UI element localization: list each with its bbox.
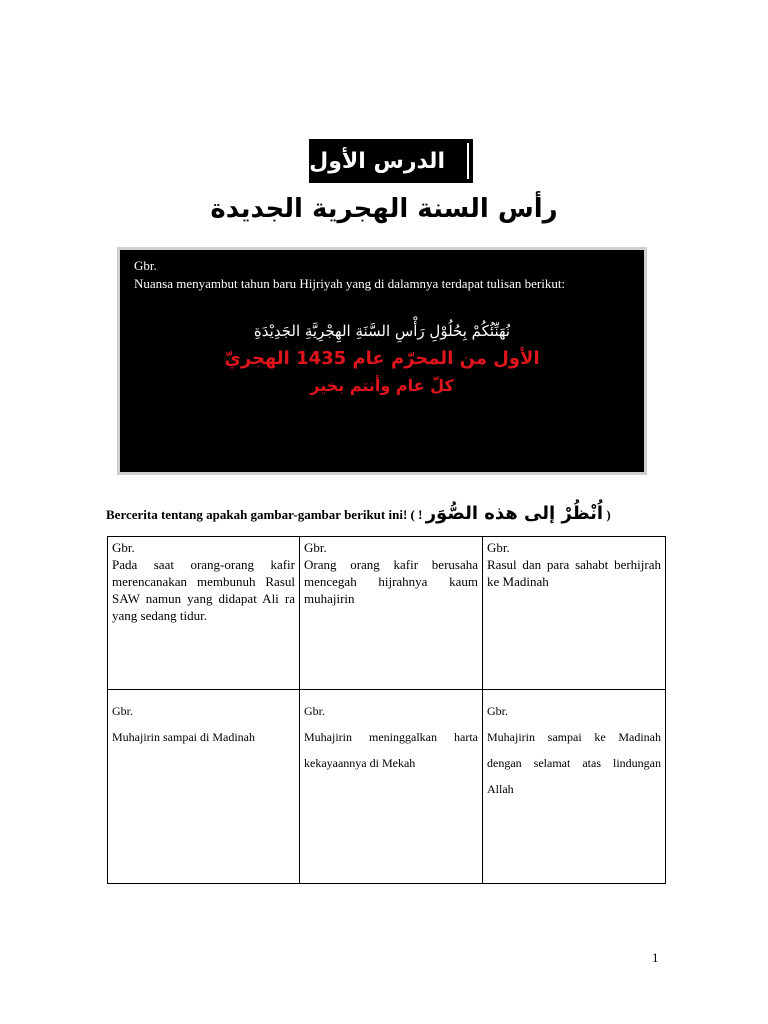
cell-text: Muhajirin sampai ke Madinah dengan selamat atas lindungan Allah <box>487 730 661 796</box>
lesson-heading: الدرس الأول <box>309 148 445 174</box>
page-title: رأس السنة الهجرية الجديدة <box>210 194 558 224</box>
table-cell <box>300 537 483 690</box>
cell-text: Pada saat orang-orang kafir merencanakan membunuh Rasul SAW namun yang didapat Ali ra yang sedang tidur. <box>112 557 295 623</box>
cell-text: Rasul dan para sahabt berhijrah ke Madinah <box>487 557 661 589</box>
instruction-arabic: اُنْظُرْ إلى هذه الصُّوَر <box>425 503 604 524</box>
cell-text: Muhajirin sampai di Madinah <box>112 730 255 744</box>
lesson-heading-box <box>309 139 473 183</box>
photo-caption <box>134 257 624 293</box>
pictures-table <box>107 536 666 884</box>
page-number: 1 <box>652 950 659 965</box>
table-cell <box>108 690 300 884</box>
photo-wish-line: كلّ عام وأنتم بخير <box>310 376 454 395</box>
cell-label: Gbr. <box>487 704 508 718</box>
cell-label: Gbr. <box>304 540 327 555</box>
photo-date-line: الأول من المحرّم عام 1435 الهجريّ <box>224 348 540 369</box>
table-cell <box>483 690 666 884</box>
instruction-text: Bercerita tentang apakah gambar-gambar berikut ini! ( ! <box>106 507 423 522</box>
table-row <box>108 690 666 884</box>
instruction <box>106 503 666 524</box>
table-cell <box>483 537 666 690</box>
cell-label: Gbr. <box>112 704 133 718</box>
cell-label: Gbr. <box>304 704 325 718</box>
cell-label: Gbr. <box>487 540 510 555</box>
table-cell <box>300 690 483 884</box>
table-row <box>108 537 666 690</box>
cell-label: Gbr. <box>112 540 135 555</box>
photo-caption-text: Nuansa menyambut tahun baru Hijriyah yang di dalamnya terdapat tulisan berikut: <box>134 276 566 291</box>
instruction-close: ) <box>606 507 611 522</box>
cell-text: Muhajirin meninggalkan harta kekayaannya di Mekah <box>304 730 478 770</box>
photo-greeting-line: نُهَنِّئُكُمْ بِحُلُوْلِ رَأْسِ السَّنَةِ الهِجْرِيَّةِ الجَدِيْدَةِ <box>253 322 511 340</box>
photo-caption-label: Gbr. <box>134 258 157 273</box>
new-year-photo <box>120 250 644 472</box>
table-cell <box>108 537 300 690</box>
cell-text: Orang orang kafir berusaha mencegah hijrahnya kaum muhajirin <box>304 557 478 606</box>
lesson-heading-accent-bar <box>467 143 469 179</box>
